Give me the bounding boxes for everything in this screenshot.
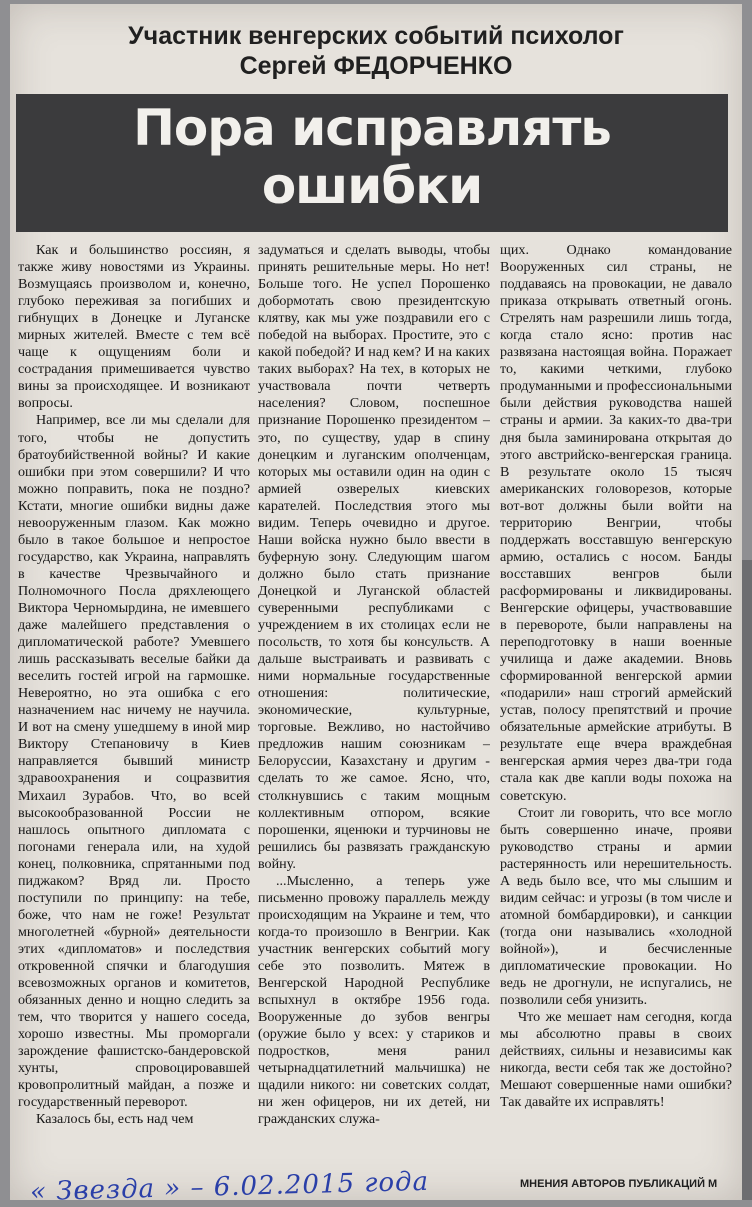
paragraph: Например, все ли мы сделали для того, чтобы не допустить братоубийственной войны? И какие ошибки при этом совершили? И что можно поправить, пока не поздно? Кстати, многие ошибки видны даже невооруженным глазом. Как можно было в такое большое и непростое государство, как Украина, направлять в качестве Чрезвычайного и Полномочного Посла дряхлеющего Виктора Черномырдина, не имевшего даже малейшего представления о дипломатической работе? Умевшего лишь рассказывать веселые байки да веселить гостей игрой на гармошке. Невероятно, но эта ошибка с его назначением нас ничему не научила. И вот на смену ушедшему в иной мир Виктору Степановичу в Киев направляется бывший министр здравоохранения и соцразвития Михаил Зурабов. Что, во всей высокообразованной России не нашлось опытного дипломата с погонами генерала или, на худой конец, полковника, спрятанными под пиджаком? Вряд ли. Просто поступили по принципу: на тебе, боже, что нам не гоже! Результат многолетней «бурной» деятельности этих «дипломатов» и последствия откровенной спячки и благодушия всевозможных органов и комитетов, обязанных денно и нощно следить за тем, что творится у нашего соседа, хорошо известны. Мы проморгали зарождение фашистско-бандеровской хунты, спровоцировавшей кровопролитный майдан, а позже и государственный переворот. — [18, 412, 250, 1111]
article-column-3 — [500, 242, 732, 1172]
paragraph: задуматься и сделать выводы, чтобы принять решительные меры. Но нет! Больше того. Не успел Порошенко добормотать свою президентскую клятву, как мы уже поздравили его с победой на выборах. Простите, это с какой победой? И над кем? И на каких таких выборах? На тех, в которых не участвовала почти четверть населения? Словом, поспешное признание Порошенко президентом – это, по существу, удар в спину донецким и луганским ополченцам, которых мы оставили один на один с армией озверелых киевских карателей. Последствия этого мы видим. Теперь очевидно и другое. Наши войска нужно было ввести в буферную зону. Следующим шагом должно было стать признание Донецкой и Луганской областей суверенными республиками с учреждением в их столицах если не посольств, то хотя бы консульств. А дальше выстраивать и развивать с ними нормальные государственные отношения: политические, экономические, культурные, торговые. Вежливо, но настойчиво предложив нашим союзникам – Белоруссии, Казахстану и другим - сделать то же самое. Ясно, что, столкнувшись с таким мощным коллективным отпором, всякие порошенки, яценюки и турчиновы не решились бы развязать гражданскую войну. — [258, 242, 490, 872]
article-column-2 — [258, 242, 490, 1184]
paragraph: Как и большинство россиян, я также живу новостями из Украины. Возмущаясь произволом и, конечно, глубоко переживая за погибших и гибнущих в Донецке и Луганске мирных жителей. Вместе с тем всё чаще к ощущениям боли и сострадания примешивается чувство вины за происходящее. И возникают вопросы. — [18, 242, 250, 412]
paragraph: щих. Однако командование Вооруженных сил страны, не поддаваясь на провокации, не давало приказа открывать ответный огонь. Стрелять нам разрешили лишь тогда, когда стало ясно: против нас развязана настоящая война. Поражает то, какими четкими, глубоко продуманными и профессиональными были действия руководства нашей страны и армии. За каких-то два-три дня была заминирована открытая до этого австрийско-венгерская граница. В результате около 15 тысяч американских головорезов, которые вот-вот должны были войти на территорию Венгрии, чтобы поддержать восставшую венгерскую армию, остались с носом. Банды восставших венгров были расформированы и ликвидированы. Венгерские офицеры, участвовавшие в перевороте, были направлены на переподготовку в наши военные училища и даже академии. Вновь сформированной венгерской армии «подарили» наш строгий армейский устав, полосу препятствий и прочие обязательные армейские атрибуты. В результате еще вчера враждебная венгерская армия через два-три года стала как две капли воды похожа на советскую. — [500, 242, 732, 804]
headline-line-2: ошибки — [261, 157, 483, 215]
newspaper-clipping — [10, 4, 742, 1207]
paragraph: Казалось бы, есть над чем — [36, 1111, 194, 1128]
paragraph: Что же мешает нам сегодня, когда мы абсолютно правы в своих действиях, сильны и независимы как никогда, вести себя так же достойно? Мешают совершенные нами ошибки? Так давайте их исправлять! — [500, 1009, 732, 1111]
background-surface — [742, 560, 752, 1200]
handwritten-source-note: « Звезда » – 6.02.2015 года — [29, 1166, 430, 1207]
paragraph: Стоит ли говорить, что все могло быть совершенно иначе, прояви руководство страны и армии растерянность или нерешительность. А ведь было все, что мы слышим и видим сейчас: и угрозы (в том числе и атомной бомбардировки), и санкции (тогда они назывались «холодной войной»), и бесчисленные дипломатические провокации. Но ведь не дрогнули, не испугались, не позволили себя унизить. — [500, 804, 732, 1009]
headline-banner — [16, 94, 728, 232]
author-description: Участник венгерских событий психолог — [128, 22, 624, 50]
headline-line-1: Пора исправлять — [133, 99, 611, 157]
author-name: Сергей ФЕДОРЧЕНКО — [239, 52, 513, 80]
footer-disclaimer: МНЕНИЯ АВТОРОВ ПУБЛИКАЦИЙ М — [520, 1178, 718, 1190]
paragraph: ...Мысленно, а теперь уже письменно провожу параллель между происходящим на Украине и тем, что когда-то произошло в Венгрии. Как участник венгерских событий могу себе это позволить. Мятеж в Венгерской Народной Республике вспыхнул в октябре 1956 года. Вооруженные до зубов венгры (оружие было у всех: у стариков и подростков, меня ранил четырнадцатилетний мальчишка) не щадили никого: ни советских солдат, ни жен офицеров, ни их детей, ни гражданских служа- — [258, 872, 490, 1128]
article-column-1 — [18, 242, 250, 1202]
